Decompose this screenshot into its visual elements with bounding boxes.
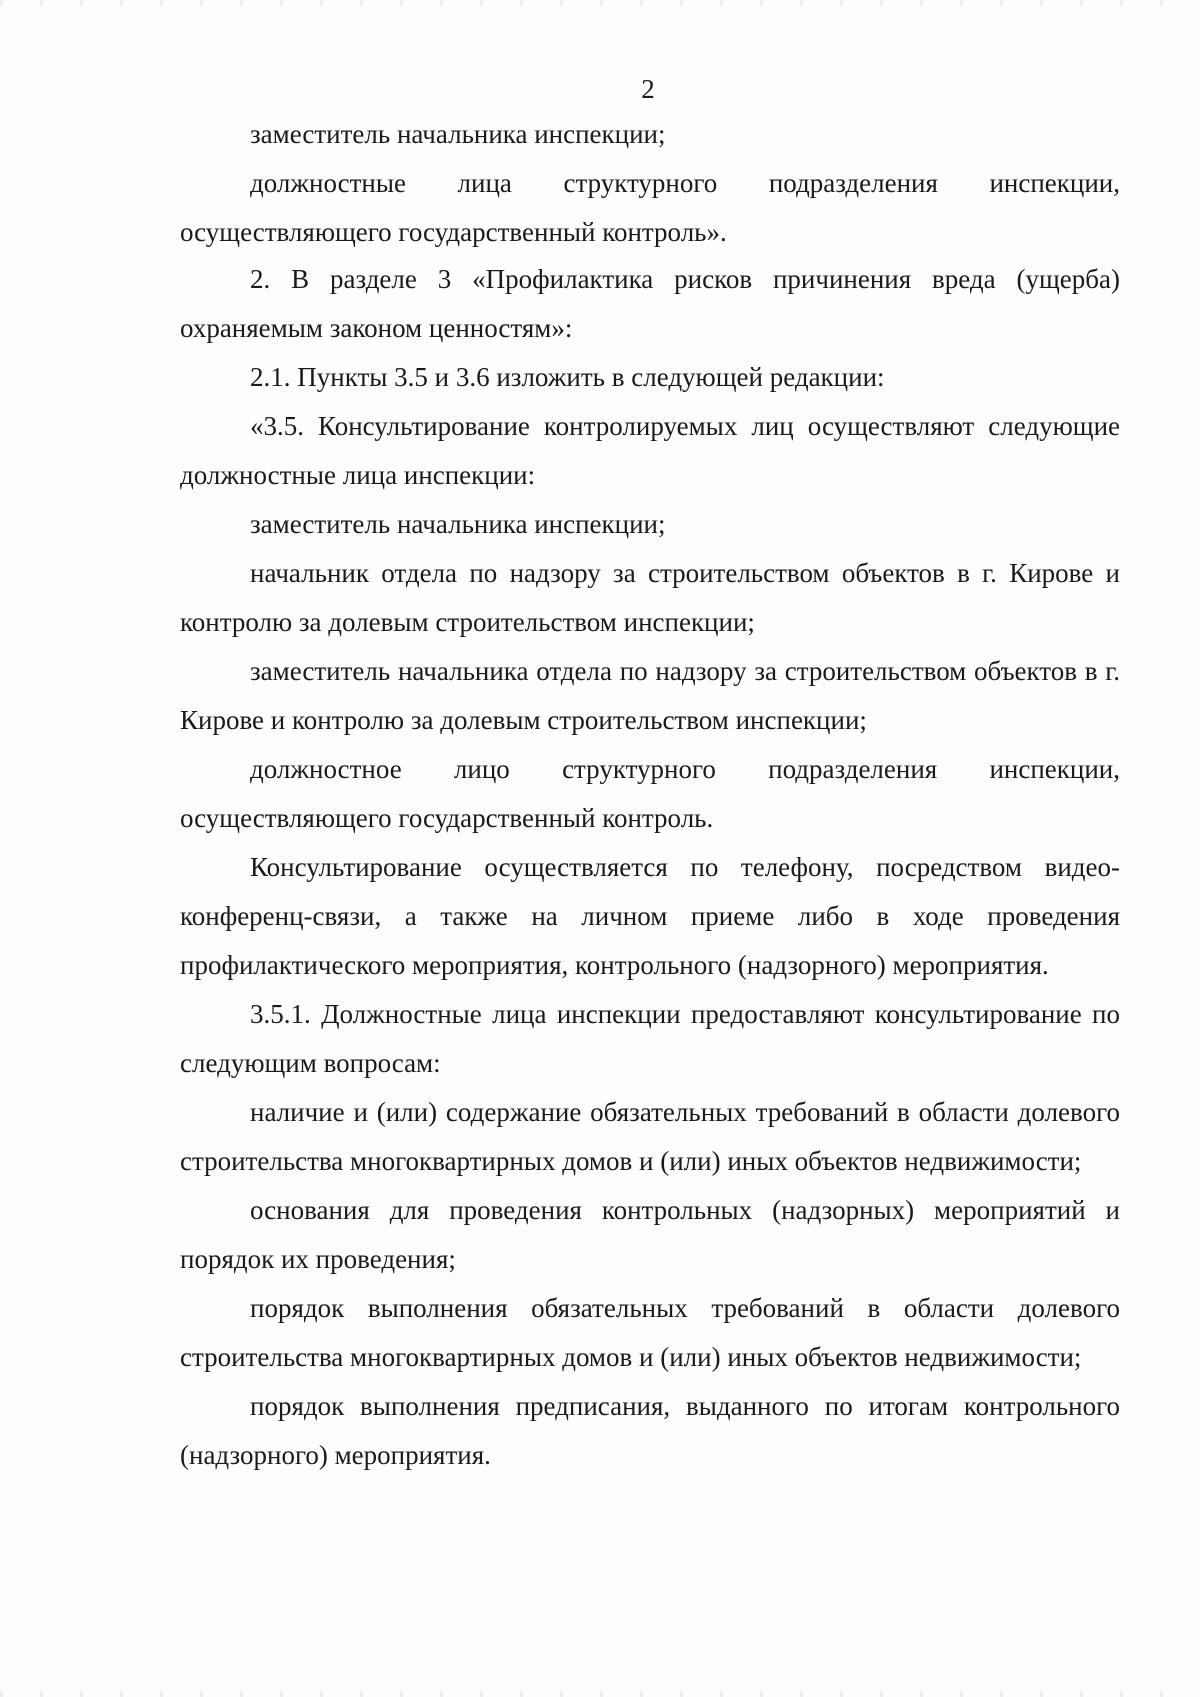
- paragraph: 2.1. Пункты 3.5 и 3.6 изложить в следующей редакции:: [250, 362, 885, 392]
- paragraph: должностное лицо структурного подразделения инспекции, осуществляющего государственный контроль.: [180, 754, 1120, 833]
- paragraph: наличие и (или) содержание обязательных требований в области долевого строительства многоквартирных домов и (или) иных объектов недвижимости;: [180, 1097, 1120, 1176]
- paragraph: начальник отдела по надзору за строительством объектов в г. Кирове и контролю за долевым строительством инспекции;: [180, 558, 1120, 637]
- paragraph: заместитель начальника инспекции;: [250, 509, 666, 539]
- paragraph: порядок выполнения обязательных требований в области долевого строительства многоквартирных домов и (или) иных объектов недвижимости;: [180, 1293, 1120, 1372]
- paragraph: порядок выполнения предписания, выданного по итогам контрольного (надзорного) мероприятия.: [180, 1391, 1120, 1470]
- paragraph: «3.5. Консультирование контролируемых лиц осуществляют следующие должностные лица инспекции:: [180, 411, 1120, 490]
- paragraph: основания для проведения контрольных (надзорных) мероприятий и порядок их проведения;: [180, 1195, 1120, 1274]
- document-body: [180, 110, 1120, 1480]
- paragraph: заместитель начальника отдела по надзору за строительством объектов в г. Кирове и контролю за долевым строительством инспекции;: [180, 656, 1120, 735]
- paragraph: 2. В разделе 3 «Профилактика рисков причинения вреда (ущерба) охраняемым законом ценностям»:: [180, 264, 1120, 343]
- paragraph: 3.5.1. Должностные лица инспекции предоставляют консультирование по следующим вопросам:: [180, 999, 1120, 1078]
- paragraph: Консультирование осуществляется по телефону, посредством видео-конференц-связи, а также на личном приеме либо в ходе проведения профилактического мероприятия, контрольного (надзорного) мероприятия.: [180, 852, 1120, 980]
- paragraph: заместитель начальника инспекции;: [250, 119, 666, 149]
- scan-edge-bottom: [0, 1691, 1200, 1697]
- scan-edge-top: [0, 0, 1200, 6]
- page-number: 2: [641, 74, 655, 104]
- paragraph: должностные лица структурного подразделения инспекции, осуществляющего государственный контроль».: [180, 168, 1120, 247]
